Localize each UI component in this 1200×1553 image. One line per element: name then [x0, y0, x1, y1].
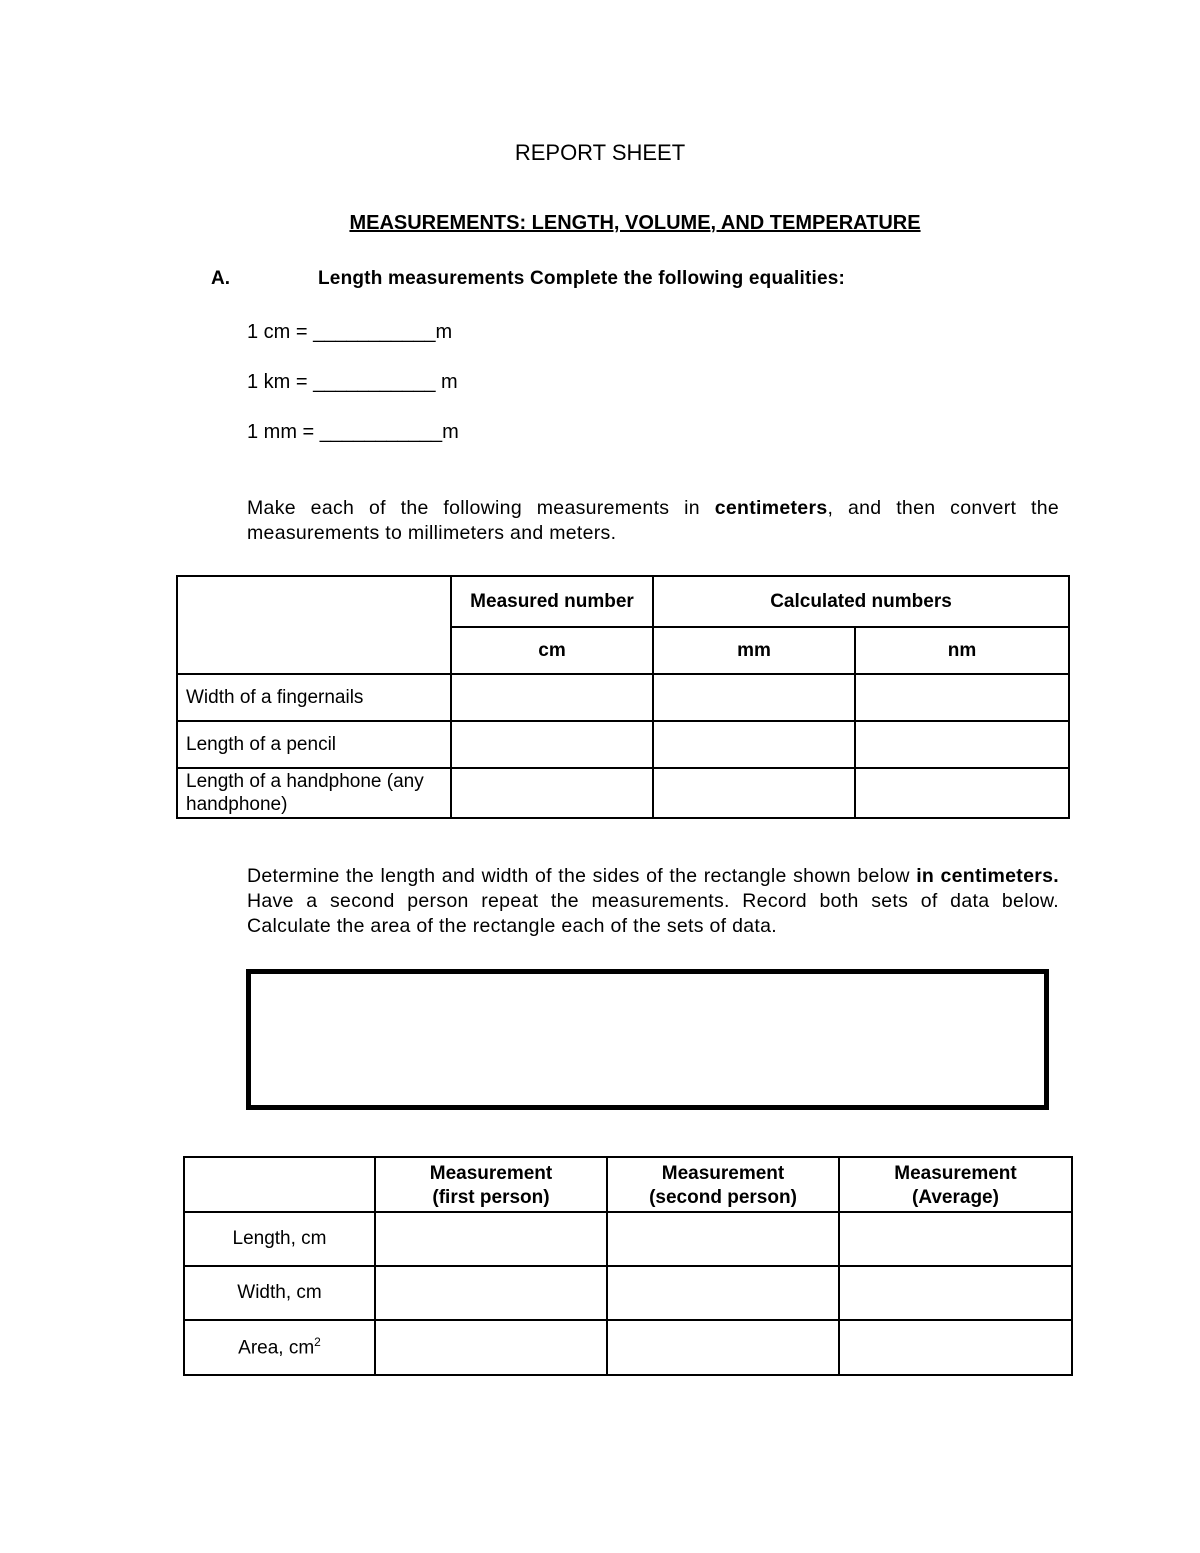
- rectangle-measurement-table: [183, 1156, 1073, 1376]
- answer-cell[interactable]: [375, 1266, 607, 1320]
- answer-cell[interactable]: [607, 1266, 839, 1320]
- answer-cell[interactable]: [855, 721, 1069, 768]
- unit-cm: cm: [451, 627, 653, 674]
- answer-cell[interactable]: [653, 768, 855, 818]
- header-calculated-numbers: Calculated numbers: [653, 576, 1069, 627]
- row-label: Length of a handphone (any handphone): [177, 768, 451, 818]
- bold-term: in centimeters.: [916, 865, 1059, 887]
- equality-cm: 1 cm = ___________m: [247, 321, 453, 343]
- answer-cell[interactable]: [451, 721, 653, 768]
- section-heading: Length measurements Complete the following equalities:: [318, 268, 846, 289]
- table-row: [177, 768, 1069, 818]
- row-label: Area, $cm^2$: [184, 1320, 375, 1375]
- table-row: [177, 721, 1069, 768]
- answer-cell[interactable]: [607, 1212, 839, 1266]
- equality-mm: 1 mm = ___________m: [247, 421, 459, 443]
- answer-cell[interactable]: [653, 674, 855, 721]
- row-label: Length, cm: [184, 1212, 375, 1266]
- answer-cell[interactable]: [451, 674, 653, 721]
- empty-header-cell: [177, 576, 451, 674]
- table-row: [184, 1320, 1072, 1375]
- row-label: Width of a fingernails: [177, 674, 451, 721]
- table-row: [177, 674, 1069, 721]
- unit-mm: mm: [653, 627, 855, 674]
- answer-cell[interactable]: [375, 1212, 607, 1266]
- measurement-rectangle: [246, 969, 1049, 1110]
- rectangle-instructions: Determine the length and width of the sides of the rectangle shown below in centimeters. Have a second person repeat the measurements. Record both sets of data below. Calculate the area of the rectangle each of the sets of data.: [247, 865, 1059, 937]
- answer-cell[interactable]: [839, 1266, 1072, 1320]
- section-letter: A.: [211, 268, 230, 289]
- length-conversion-table: [176, 575, 1070, 819]
- header-measured-number: Measured number: [451, 576, 653, 627]
- header-second-person: Measurement (second person): [607, 1157, 839, 1212]
- answer-cell[interactable]: [375, 1320, 607, 1375]
- answer-cell[interactable]: [839, 1212, 1072, 1266]
- empty-header-cell: [184, 1157, 375, 1212]
- answer-cell[interactable]: [653, 721, 855, 768]
- answer-cell[interactable]: [839, 1320, 1072, 1375]
- equality-km: 1 km = ___________ m: [247, 371, 458, 393]
- answer-cell[interactable]: [855, 674, 1069, 721]
- table-row: [184, 1266, 1072, 1320]
- answer-cell[interactable]: [607, 1320, 839, 1375]
- section-subtitle: MEASUREMENTS: LENGTH, VOLUME, AND TEMPERATURE: [349, 212, 921, 234]
- unit-nm: nm: [855, 627, 1069, 674]
- header-first-person: Measurement (first person): [375, 1157, 607, 1212]
- table-row: [184, 1212, 1072, 1266]
- row-label: Length of a pencil: [177, 721, 451, 768]
- answer-cell[interactable]: [451, 768, 653, 818]
- header-average: Measurement (Average): [839, 1157, 1072, 1212]
- bold-term: centimeters: [714, 497, 828, 519]
- measurement-instructions: Make each of the following measurements in centimeters, and then convert the measurements to millimeters and meters.: [247, 497, 1060, 544]
- answer-cell[interactable]: [855, 768, 1069, 818]
- superscript: 2: [314, 1335, 321, 1350]
- row-label: Width, cm: [184, 1266, 375, 1320]
- page-title: REPORT SHEET: [514, 140, 686, 165]
